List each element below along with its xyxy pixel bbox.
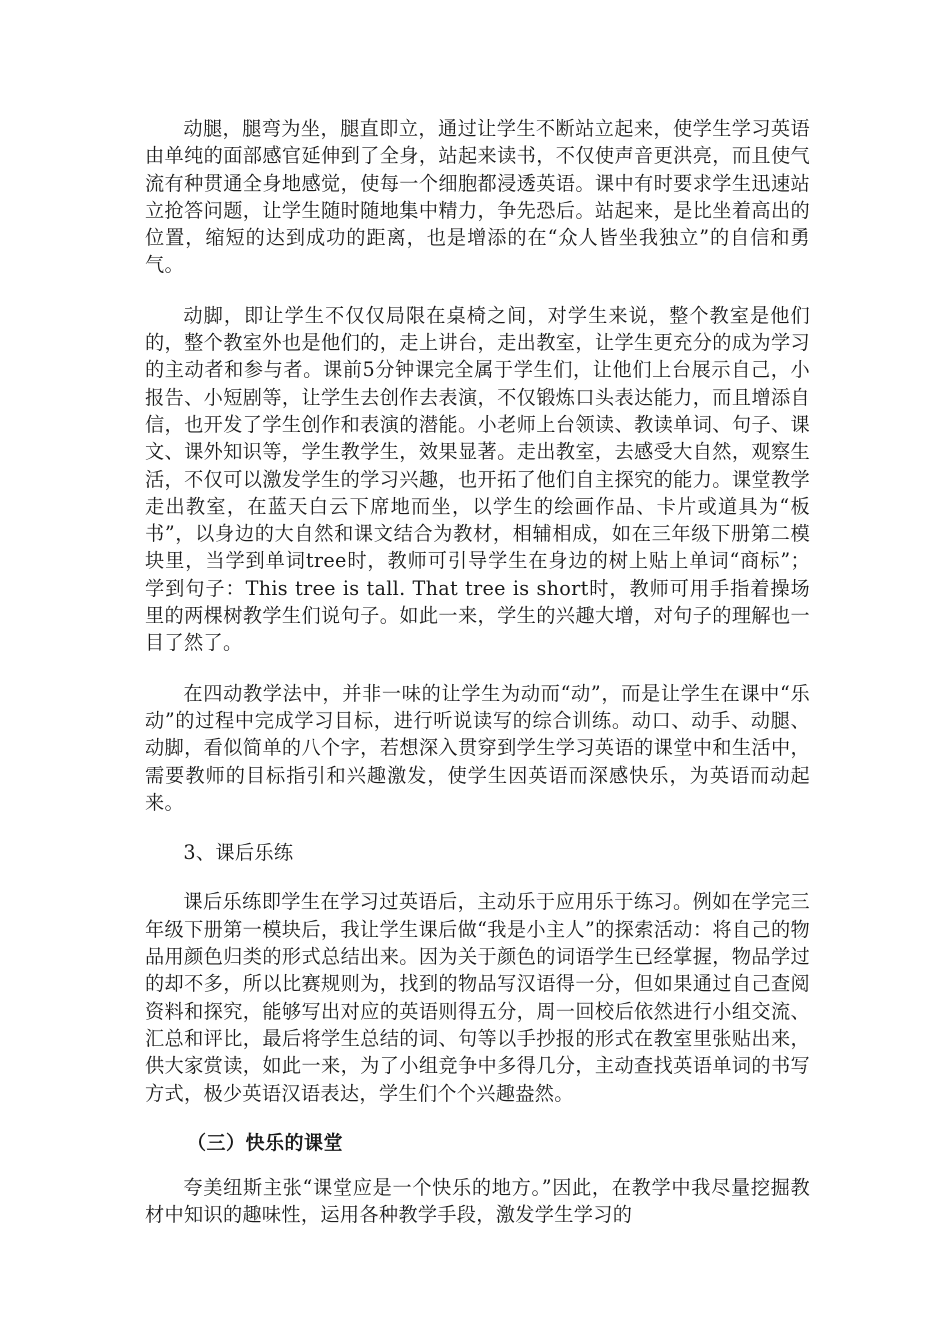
section-heading-happy-classroom: （三）快乐的课堂 — [187, 1131, 344, 1154]
paragraph-four-movement-method: 在四动教学法中，并非一味的让学生为动而“动”，而是让学生在课中“乐动”的过程中完成学习目标，进行听说读写的综合训练。动口、动手、动腿、动脚，看似简单的八个字，若想深入贯穿到学生学习英语的课堂中和生活中，需要教师的目标指引和兴趣激发，使学生因英语而深感快乐，为英语而动起来。 — [145, 681, 810, 814]
subheading-after-class-practice: 3、课后乐练 — [183, 841, 294, 865]
paragraph-comenius: 夸美纽斯主张“课堂应是一个快乐的地方。”因此，在教学中我尽量挖掘教材中知识的趣味性，运用各种教学手段，激发学生学习的 — [145, 1175, 810, 1227]
paragraph-after-class-practice: 课后乐练即学生在学习过英语后，主动乐于应用乐于练习。例如在学完三年级下册第一模块后，我让学生课后做“我是小主人”的探索活动：将自己的物品用颜色归类的形式总结出来。因为关于颜色的词语学生已经掌握，物品学过的却不多，所以比赛规则为，找到的物品写汉语得一分，但如果通过自己查阅资料和探究，能够写出对应的英语则得五分，周一回校后依然进行小组交流、汇总和评比，最后将学生总结的词、句等以手抄报的形式在教室里张贴出来，供大家赏读，如此一来，为了小组竞争中多得几分，主动查找英语单词的书写方式，极少英语汉语表达，学生们个个兴趣盎然。 — [145, 890, 810, 1105]
document-page — [145, 115, 810, 1251]
paragraph-leg-movement: 动腿，腿弯为坐，腿直即立，通过让学生不断站立起来，使学生学习英语由单纯的面部感官延伸到了全身，站起来读书，不仅使声音更洪亮，而且使气流有种贯通全身地感觉，使每一个细胞都浸透英语。课中有时要求学生迅速站立抢答问题，让学生随时随地集中精力，争先恐后。站起来，是比坐着高出的位置，缩短的达到成功的距离，也是增添的在“众人皆坐我独立”的自信和勇气。 — [145, 117, 810, 277]
paragraph-foot-movement: 动脚，即让学生不仅仅局限在桌椅之间，对学生来说，整个教室是他们的，整个教室外也是他们的，走上讲台，走出教室，让学生更充分的成为学习的主动者和参与者。课前5分钟课完全属于学生们，让他们上台展示自己，小报告、小短剧等，让学生去创作去表演，不仅锻炼口头表达能力，而且增添自信，也开发了学生创作和表演的潜能。小老师上台领读、教读单词、句子、课文、课外知识等，学生教学生，效果显著。走出教室，去感受大自然，观察生活，不仅可以激发学生的学习兴趣，也开拓了他们自主探究的能力。课堂教学走出教室，在蓝天白云下席地而坐，以学生的绘画作品、卡片或道具为“板书”，以身边的大自然和课文结合为教材，相辅相成，如在三年级下册第二模块里，当学到单词tree时，教师可引导学生在身边的树上贴上单词“商标”；学到句子：This tree is tall. That tree is short时，教师可用手指着操场里的两棵树教学生们说句子。如此一来，学生的兴趣大增，对句子的理解也一目了然了。 — [145, 303, 810, 655]
